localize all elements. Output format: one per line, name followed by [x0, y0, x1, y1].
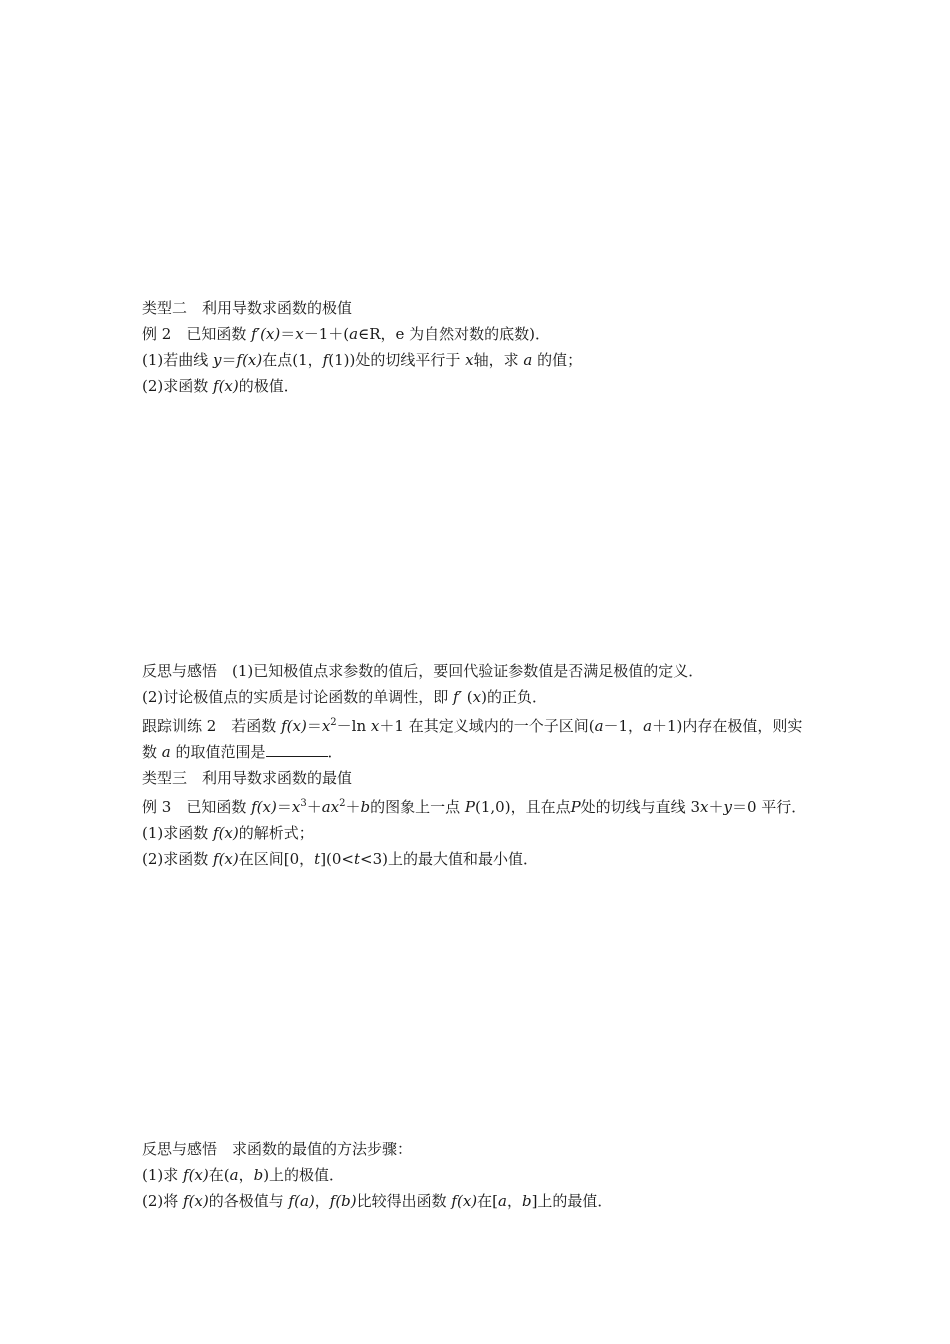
reflection3-line-1: 反思与感悟 求函数的最值的方法步骤： [142, 1140, 413, 1158]
reflection3-line-2: (1)求 f(x)在(a，b)上的极值． [142, 1166, 345, 1184]
reflection-line-1: 反思与感悟 (1)已知极值点求参数的值后，要回代验证参数值是否满足极值的定义． [142, 662, 704, 680]
example-2: 例 2 已知函数 f′(x)＝x－1＋(a∈R，e 为自然对数的底数)． [142, 325, 550, 343]
reflection3-line-3: (2)将 f(x)的各极值与 f(a)，f(b)比较得出函数 f(x)在[a，b]上的最值． [142, 1192, 613, 1210]
example-3: 例 3 已知函数 $f(x)=x^3+ax^2+b$的图象上一点 P(1,0)，且在点P处的切线与直线 3x＋y＝0 平行． [142, 798, 807, 816]
section-reflection-2 [142, 658, 810, 872]
question-3-1: (1)求函数 f(x)的解析式； [142, 824, 314, 842]
training-2: 跟踪训练 2 若函数 $f(x)=x^2-\ln$ x＋1 在其定义域内的一个子区间(a－1，a＋1)内存在极值，则实数 a 的取值范围是 ． [142, 717, 803, 761]
section-type-2 [142, 295, 810, 399]
answer-blank [266, 742, 328, 757]
question-2: (2)求函数 f(x)的极值． [142, 377, 299, 395]
question-1: (1)若曲线 y＝f(x)在点(1，f(1))处的切线平行于 x轴，求 a 的值； [142, 351, 583, 369]
reflection-line-2: (2)讨论极值点的实质是讨论函数的单调性，即 f′ (x)的正负． [142, 688, 547, 706]
question-3-2: (2)求函数 f(x)在区间[0，t](0<t<3)上的最大值和最小值． [142, 850, 539, 868]
section-reflection-3 [142, 1136, 810, 1214]
section-heading-3: 类型三 利用导数求函数的最值 [142, 769, 353, 787]
section-heading: 类型二 利用导数求函数的极值 [142, 299, 353, 317]
